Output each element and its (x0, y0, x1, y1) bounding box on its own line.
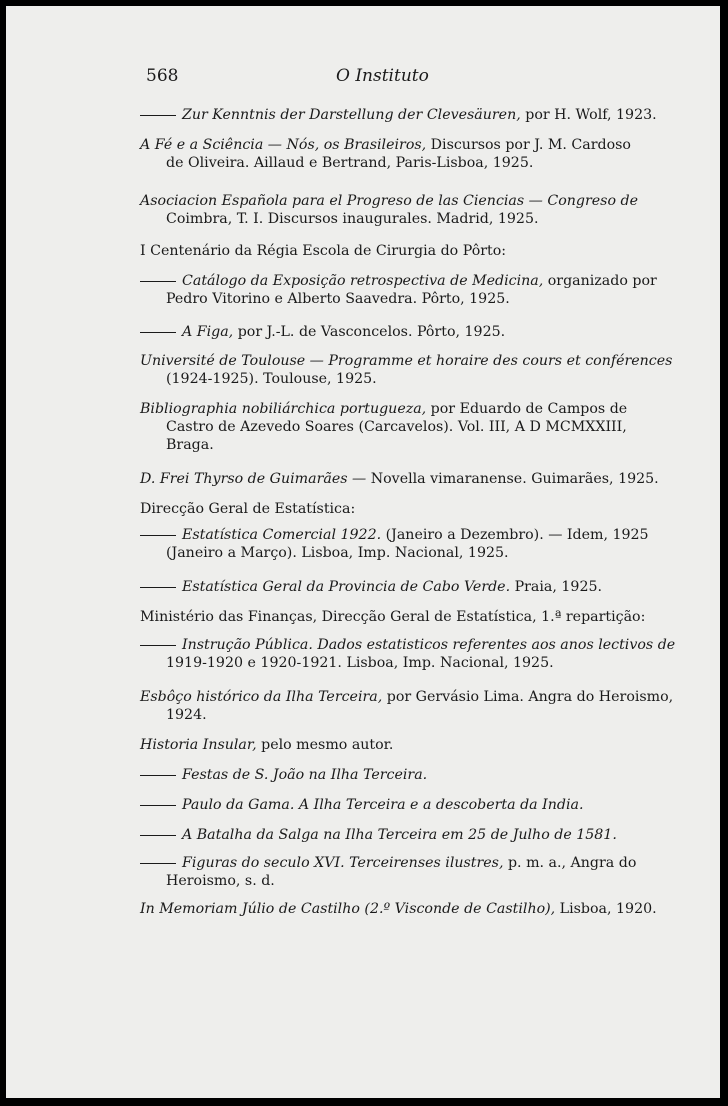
entry-title: Paulo da Gama. A Ilha Terceira e a descoberta da India. (182, 797, 584, 813)
entry-title: Bibliographia nobiliárchica portugueza, (140, 401, 427, 417)
ditto-dash (140, 332, 176, 333)
ditto-dash (140, 863, 176, 864)
entry-details: por H. Wolf, 1923. (520, 107, 657, 123)
bibliography-entry (140, 636, 676, 654)
entry-details: organizado por (543, 273, 657, 289)
entry-details: Ministério das Finanças, Direcção Geral de Estatística, 1.ª repartição: (140, 609, 646, 625)
entry-title: D. Frei Thyrso de Guimarães — (140, 471, 367, 487)
ditto-dash (140, 645, 176, 646)
entry-details: por Eduardo de Campos de (426, 401, 628, 417)
entry-details: p. m. a., Angra do (503, 855, 637, 871)
bibliography-entry (140, 826, 640, 844)
entry-continuation: Pedro Vitorino e Alberto Saavedra. Pôrto, 1925. (166, 291, 510, 307)
ditto-dash (140, 281, 176, 282)
entry-details: Direcção Geral de Estatística: (140, 501, 356, 517)
bibliography-entry (140, 106, 657, 124)
bibliography-entry (140, 578, 640, 596)
ditto-dash (140, 805, 176, 806)
bibliography-entry (140, 242, 640, 260)
entry-title: A Figa, (182, 324, 234, 340)
bibliography-entry (140, 500, 640, 518)
ditto-dash (140, 587, 176, 588)
bibliography-entry (140, 352, 673, 370)
entry-title: Université de Toulouse — Programme et horaire des cours et conférences (140, 353, 673, 369)
entry-details: (Janeiro a Dezembro). — Idem, 1925 (381, 527, 649, 543)
page-number: 568 (146, 66, 179, 86)
page-header (6, 66, 720, 92)
bibliography-entry (140, 900, 657, 918)
entry-details: por Gervásio Lima. Angra do Heroismo, (382, 689, 674, 705)
running-title: O Instituto (336, 66, 429, 86)
entry-title: Figuras do seculo XVI. Terceirenses ilustres, (182, 855, 504, 871)
entry-title: Festas de S. João na Ilha Terceira. (182, 767, 428, 783)
entry-details: pelo mesmo autor. (256, 737, 394, 753)
entry-title: Zur Kenntnis der Darstellung der Clevesäuren, (182, 107, 521, 123)
page (6, 6, 720, 1098)
ditto-dash (140, 775, 176, 776)
entry-details: Novella vimaranense. Guimarães, 1925. (366, 471, 659, 487)
bibliography-entry (140, 854, 640, 872)
entry-continuation: (1924-1925). Toulouse, 1925. (166, 371, 377, 387)
entry-title: Estatística Comercial 1922. (182, 527, 382, 543)
entry-continuation: Braga. (166, 437, 214, 453)
entry-continuation: (Janeiro a Março). Lisboa, Imp. Nacional, 1925. (166, 545, 509, 561)
bibliography-entry (140, 272, 657, 290)
entry-title: Historia Insular, (140, 737, 257, 753)
entry-continuation: Castro de Azevedo Soares (Carcavelos). Vol. III, A D MCMXXIII, (166, 419, 627, 435)
entry-title: A Batalha da Salga na Ilha Terceira em 25 de Julho de 1581. (182, 827, 617, 843)
entry-continuation: de Oliveira. Aillaud e Bertrand, Paris-Lisboa, 1925. (166, 155, 534, 171)
entry-continuation: Heroismo, s. d. (166, 873, 275, 889)
bibliography-entry (140, 766, 640, 784)
entry-title: Esbôço histórico da Ilha Terceira, (140, 689, 383, 705)
bibliography-entry (140, 136, 640, 154)
ditto-dash (140, 115, 176, 116)
bibliography-entry (140, 400, 640, 418)
bibliography-entry (140, 608, 646, 626)
entry-details: Lisboa, 1920. (555, 901, 657, 917)
bibliography-entry (140, 796, 640, 814)
entry-title: A Fé e a Sciência — Nós, os Brasileiros, (140, 137, 427, 153)
entry-title: In Memoriam Júlio de Castilho (2.º Visconde de Castilho), (140, 901, 556, 917)
bibliography-entry (140, 736, 640, 754)
bibliography-entry (140, 688, 674, 706)
entry-title: Asociacion Española para el Progreso de las Ciencias — Congreso de (140, 193, 638, 209)
bibliography-entry (140, 470, 659, 488)
entry-continuation: Coimbra, T. I. Discursos inaugurales. Madrid, 1925. (166, 211, 539, 227)
bibliography-entry (140, 192, 640, 210)
entry-continuation: 1919-1920 e 1920-1921. Lisboa, Imp. Nacional, 1925. (166, 655, 554, 671)
bibliography-entry (140, 526, 649, 544)
ditto-dash (140, 835, 176, 836)
entry-continuation: 1924. (166, 707, 207, 723)
entry-details: Discursos por J. M. Cardoso (426, 137, 631, 153)
entry-title: Instrução Pública. Dados estatisticos referentes aos anos lectivos de (182, 637, 676, 653)
ditto-dash (140, 535, 176, 536)
entry-details: por J.-L. de Vasconcelos. Pôrto, 1925. (233, 324, 506, 340)
bibliography-entry (140, 323, 640, 341)
entry-details: Praia, 1925. (510, 579, 603, 595)
entry-title: Catálogo da Exposição retrospectiva de Medicina, (182, 273, 544, 289)
entry-title: Estatística Geral da Provincia de Cabo Verde. (182, 579, 511, 595)
entry-details: I Centenário da Régia Escola de Cirurgia do Pôrto: (140, 243, 507, 259)
